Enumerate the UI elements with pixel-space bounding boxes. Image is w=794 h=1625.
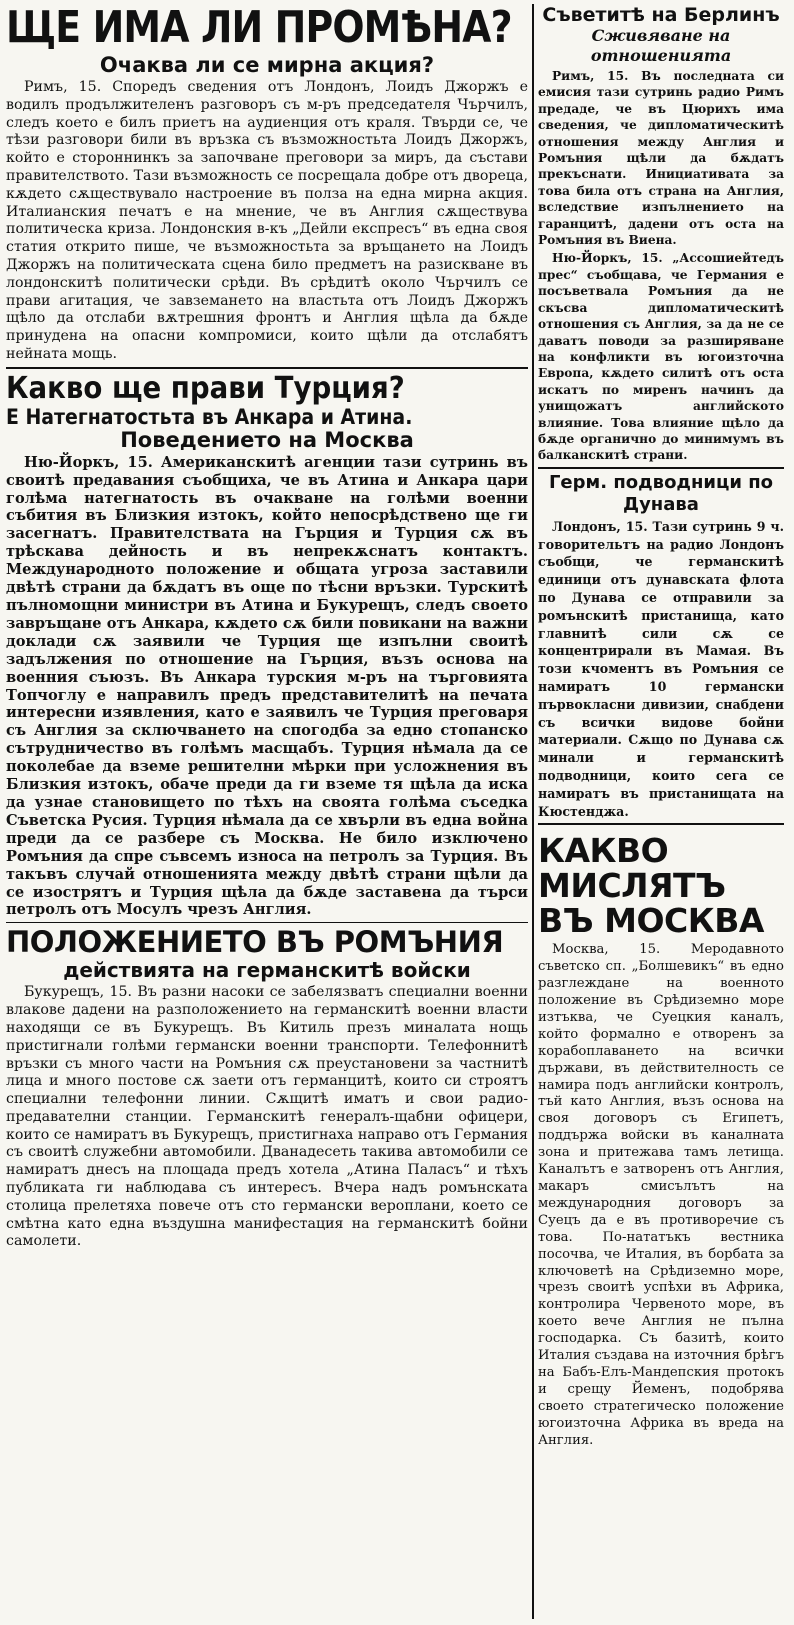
body-danube: Лондонъ, 15. Тази сутринь 9 ч. говорительтъ на радио Лондонъ съобщи, че германскитѣ единици отъ дунавската флота по Дунава се отправили за ромънскитѣ пристанища, като главнитѣ сили сѫ се концентрирали въ Мамая. Въ този кчоментъ въ Ромъния се намиратъ 10 германски първокласни дивизии, снабдени съ всички видове бойни материали. Сѫщо по Дунава сѫ минали и германскитѣ подводници, които сега се намиратъ въ пристанищата на Кюстенджа. [538, 518, 784, 819]
headline-danube: Герм. подводници по Дунава [548, 471, 774, 515]
divider [538, 467, 784, 469]
headline-romania: ПОЛОЖЕНИЕТО ВЪ РОМЪНИЯ [6, 925, 504, 960]
headline-turkey: Какво ще прави Турция? [6, 370, 405, 406]
article-berlin [538, 4, 784, 464]
body-berlin-rome: Римъ, 15. Въ последната си емисия тази сутринь радио Римъ предаде, че въ Цюрихъ има сведения, че дипломатическитѣ отношения между Англия и Ромъния щѣли да бѫдатъ прекъснати. Инициативата за това била отъ страна на Англия, вследствие изпълнението на гаранцитѣ, дадени отъ оста на Ромъния въ Виена. [538, 69, 784, 248]
body-romania: Букурещъ, 15. Въ разни насоки се забелязватъ специални военни влакове дадени на разположението на германскитѣ военни власти находящи се въ Букурещъ. Въ Китиль презъ миналата нощь пристигнали голѣми германски военни транспорти. Телефоннитѣ връзки съ много части на Ромъния сѫ преустановени за частнитѣ лица и много постове сѫ заети отъ германцитѣ, които си строятъ специални телефонни линии. Сѫщитѣ иматъ и свои радио-предавателни станции. Германскитѣ генералъ-щабни офицери, които се намиратъ въ Букурещъ, пристигнаха направо отъ Германия съ своитѣ служебни автомобили. Дванадесеть такива автомобили се намиратъ днесъ на площада предъ хотела „Атина Паласъ“ и тѣхъ публиката ги наблюдава съ интересъ. Вчера надъ ромънската столица прелетяха повече отъ сто германски вероплани, което се смѣтна като една въздушна манифестация на германскитѣ бойни самолети. [6, 984, 528, 1250]
subheadline-romania: действията на германскитѣ войски [63, 958, 471, 983]
column-divider [532, 4, 534, 1619]
left-column [6, 4, 528, 1619]
divider [538, 823, 784, 825]
body-berlin-newyork: Ню-Йоркъ, 15. „Ассошиейтедъ прес“ съобщава, че Германия е посъветвала Ромъния да не скъсва дипломатическитѣ отношения съ Англия, за да не се даватъ поводи за разширяване на конфликти въ югоизточна Европа, кѫдето силитѣ отъ оста искатъ по миренъ начинъ да унищожатъ английското влияние. Това влияние щѣло да бѫде органично до минимумъ въ балканскитѣ страни. [538, 251, 784, 463]
right-column [538, 4, 784, 1619]
article-romania [6, 926, 528, 1251]
subheadline-turkey-1: Е Натегнатостьта въ Анкара и Атина. [6, 404, 413, 429]
headline-moscow: КАКВО МИСЛЯТЪ ВЪ МОСКВА [538, 831, 764, 941]
article-moscow [538, 833, 784, 1449]
subheadline-peace: Очаква ли се мирна акция? [99, 53, 435, 77]
newspaper-page [6, 4, 786, 1619]
subheadline-turkey-2: Поведението на Москва [120, 427, 414, 452]
body-peace: Римъ, 15. Споредъ сведения отъ Лондонъ, Лоидъ Джоржъ е водилъ продължителенъ разговоръ съ м-ръ председателя Чърчилъ, следъ което е билъ приетъ на аудиенция отъ краля. Твърди се, че тѣзи разговори били въ връзка съ възможностьта Лоидъ Джоржъ, който е стороннинкъ за започване преговори за миръ, да състави правителството. Тази възможность се посрещала добре отъ двореца, кѫдето сѫществувало настроение въ полза на една мирна акция. Италианския печатъ е на мнение, че въ Англия сѫществува политическа криза. Лондонския в-къ „Дейли експресъ“ въ една своя статия открито пише, че възможностьта за връщането на Лоидъ Джоржъ на политическата сцена било предметъ на разискване въ лондонскитѣ политически срѣди. Въ срѣдитѣ около Чърчилъ се прави агитация, че завземането на властьта отъ Лоидъ Джоржъ щѣло да отслаби вѫтрешния фронтъ и Англия щѣла да бѫде принудена на опасни компромиси, които щѣли да отслабятъ нейната мощь. [6, 79, 528, 362]
article-turkey [6, 372, 528, 920]
article-peace [6, 4, 528, 364]
body-turkey: Ню-Йоркъ, 15. Американскитѣ агенции тази сутринь въ своитѣ предавания съобщиха, че въ Атина и Анкара цари голѣма натегнатость въ очакване на голѣми военни събития въ Близкия изтокъ, който непосрѣдствено ще ги засегнатъ. Правителствата на Гърция и Турция сѫ въ трѣскава дейность и въ непрекѫснатъ контактъ. Международното положение и общата угроза заставили двѣтѣ страни да бѫдатъ въ още по тѣсни връзки. Турскитѣ пълномощни министри въ Атина и Букурещъ, следъ своето завръщане отъ Анкара, кѫдето сѫ били повикани на важни доклади сѫ заявили че Турция ще изпълни своитѣ задължения по отношение на Гърция, възъ основа на военния съюзъ. Въ Анкара турския м-ръ на търговията Топчоглу е направилъ предъ представителитѣ на печата интересни изявления, като е заявилъ че Турция преговаря съ Англия за сключването на спогодба за едно стопанско сътрудничество въ голѣмъ масщабъ. Турция нѣмала да се поколебае да вземе решителни мѣрки при усложнения въ Близкия изтокъ, обаче преди да ги вземе тя щѣла да иска да узнае становището по тѣхъ на своята голѣма съседка Съветска Русия. Турция нѣмала да се хвърли въ една война преди да се разбере съ Москва. Не било изключено Ромъния да спре съвсемъ износа на петролъ за Турция. Въ такъвъ случай отношенията между двѣтѣ страни щѣли да се изострятъ и Турция щѣла да бѫде заставена да търси петролъ отъ Мосулъ чрезъ Англия. [6, 453, 528, 919]
divider [6, 922, 528, 923]
subheadline-berlin: Сживяване на отношенията [590, 26, 732, 65]
body-moscow: Москва, 15. Меродавното съветско сп. „Болшевикъ“ въ едно разглеждане на военното положение въ Срѣдиземно море изтъква, че Суецкия каналъ, който формално е отворенъ за корабоплаването на всички държави, въ действителность се намира подъ английски контролъ, тъй като Англия, възъ основа на своя договоръ съ Египетъ, поддържа войски въ каналната зона и притежава тамъ летища. Каналътъ е затворенъ отъ Англия, макаръ смисълътъ на международния договоръ за Суецъ да е въ противоречие съ това. По-нататъкъ вестника посочва, че Италия, въ борбата за ключоветѣ на Срѣдиземно море, чрезъ своитѣ успѣхи въ Африка, контролира Червеното море, въ което вече Англия не пълна господарка. Съ базитѣ, които Италия създава на източния брѣгъ на Бабъ-Елъ-Мандепския протокъ и срещу Йеменъ, подобрява своето стратегическо положение югоизточна Африка въ вреда на Англия. [538, 942, 784, 1448]
article-danube [538, 472, 784, 821]
divider [6, 367, 528, 369]
headline-peace: ЩЕ ИМА ЛИ ПРОМѢНА? [6, 4, 512, 53]
headline-berlin: Съветитѣ на Берлинъ [542, 4, 780, 26]
